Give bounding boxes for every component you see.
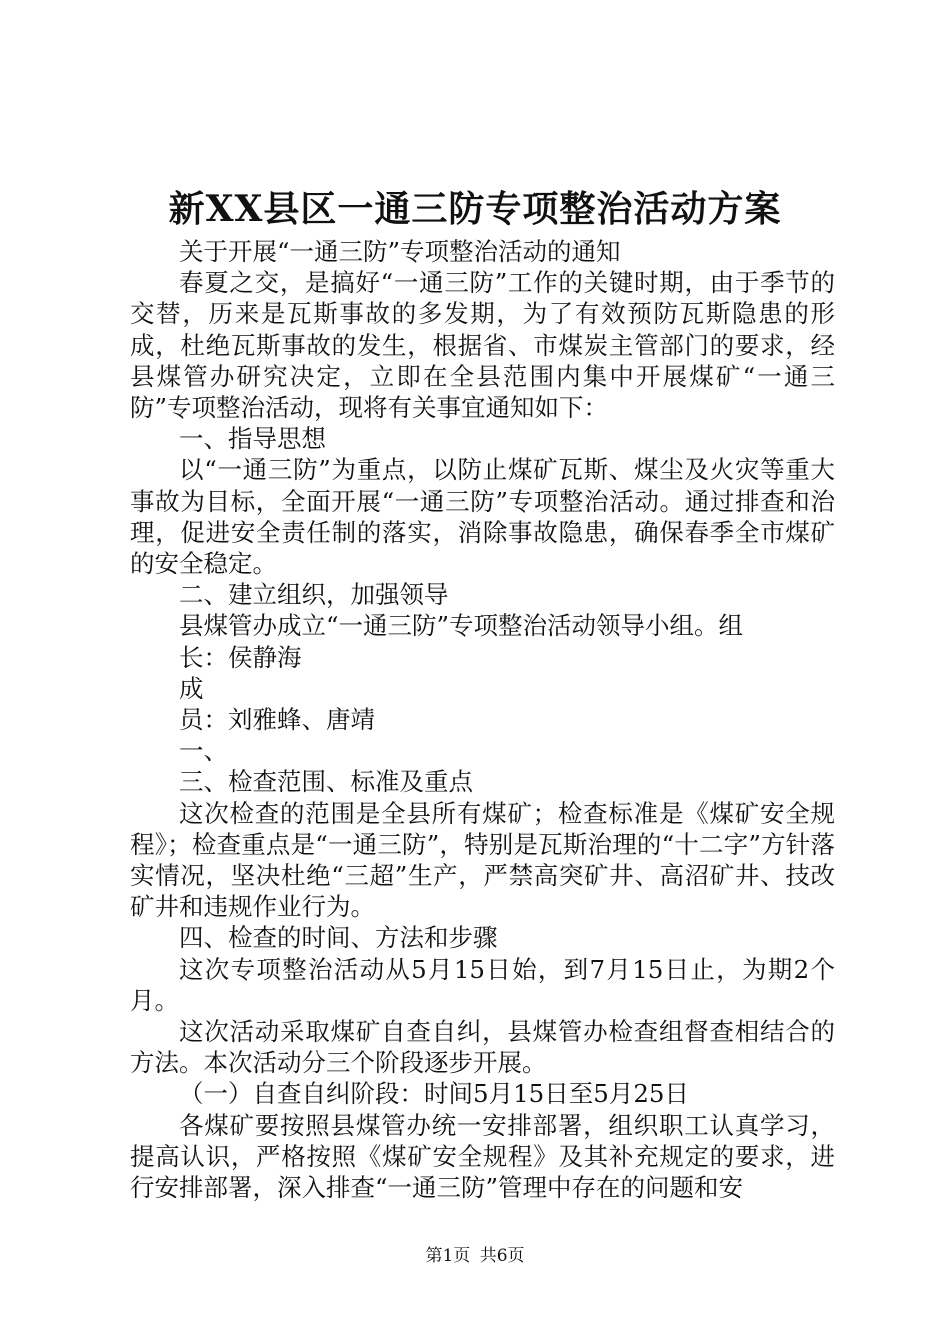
section-heading-2: 二、建立组织，加强领导 xyxy=(179,580,449,610)
section-heading-1: 一、指导思想 xyxy=(179,424,326,454)
section-4-paragraph-1: 这次专项整治活动从5月15日始，到7月15日止，为期2个月。 xyxy=(130,954,835,1015)
section-1-paragraph: 以“一通三防”为重点，以防止煤矿瓦斯、煤尘及火灾等重大事故为目标，全面开展“一通三防”专项整治活动。通过排查和治理，促进安全责任制的落实，消除事故隐患，确保春季全市煤矿的安全稳定。 xyxy=(130,455,835,579)
leader-line: 长：侯静海 xyxy=(179,642,302,672)
notice-heading: 关于开展“一通三防”专项整治活动的通知 xyxy=(179,237,621,266)
page-number-footer: 第1页 共6页 xyxy=(425,1246,525,1266)
stray-heading-line: 一、 xyxy=(179,736,228,766)
section-heading-4: 四、检查的时间、方法和步骤 xyxy=(179,923,498,953)
member-label-line: 成 xyxy=(179,673,204,703)
section-2-paragraph: 县煤管办成立“一通三防”专项整治活动领导小组。组 xyxy=(179,611,744,641)
stage-1-paragraph: 各煤矿要按照县煤管办统一安排部署，组织职工认真学习，提高认识，严格按照《煤矿安全规程》及其补充规定的要求，进行安排部署，深入排查“一通三防”管理中存在的问题和安 xyxy=(130,1110,835,1203)
section-4-paragraph-2: 这次活动采取煤矿自查自纠，县煤管办检查组督查相结合的方法。本次活动分三个阶段逐步开展。 xyxy=(130,1017,835,1078)
member-line: 员：刘雅蜂、唐靖 xyxy=(179,705,375,735)
intro-paragraph: 春夏之交，是搞好“一通三防”工作的关键时期，由于季节的交替，历来是瓦斯事故的多发期，为了有效预防瓦斯隐患的形成，杜绝瓦斯事故的发生，根据省、市煤炭主管部门的要求，经县煤管办研究决定，立即在全县范围内集中开展煤矿“一通三防”专项整治活动，现将有关事宜通知如下： xyxy=(130,268,835,423)
document-title: 新XX县区一通三防专项整治活动方案 xyxy=(168,188,782,230)
stage-1-heading: （一）自查自纠阶段：时间5月15日至5月25日 xyxy=(179,1079,690,1109)
section-3-paragraph: 这次检查的范围是全县所有煤矿；检查标准是《煤矿安全规程》；检查重点是“一通三防”，特别是瓦斯治理的“十二字”方针落实情况，坚决杜绝“三超”生产，严禁高突矿井、高沼矿井、技改矿井和违规作业行为。 xyxy=(130,798,835,922)
document-body xyxy=(130,236,835,1203)
section-heading-3: 三、检查范围、标准及重点 xyxy=(179,767,473,797)
